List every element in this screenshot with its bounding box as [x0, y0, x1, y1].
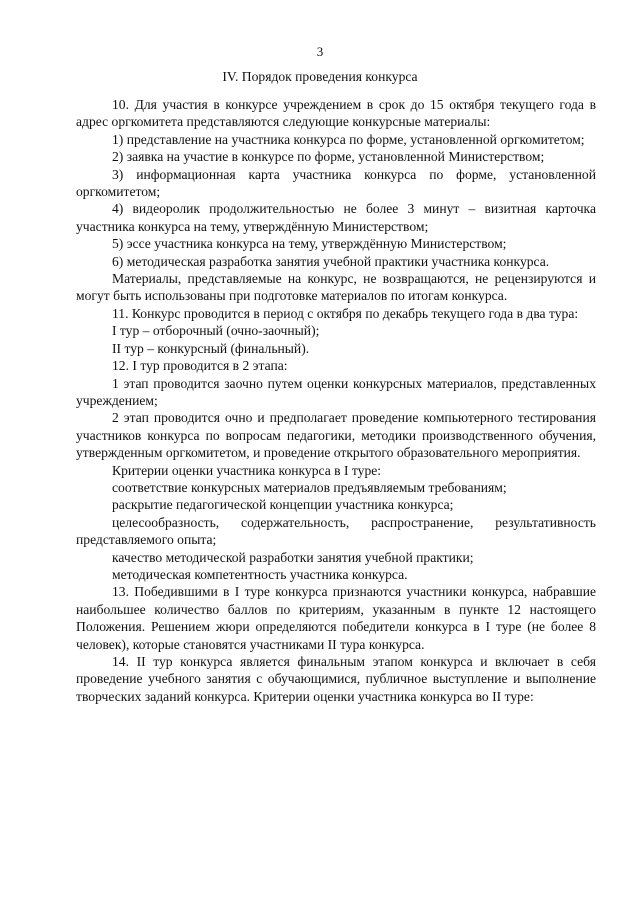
criteria-item-1: соответствие конкурсных материалов предъявляемым требованиям; [112, 479, 507, 495]
criteria-item-4: качество методической разработки занятия учебной практики; [112, 549, 474, 565]
paragraph-criteria-heading: Критерии оценки участника конкурса в I туре: [112, 462, 382, 478]
paragraph-materials-note: Материалы, представляемые на конкурс, не возвращаются, не рецензируются и могут быть использованы при подготовке материалов по итогам конкурса. [76, 271, 596, 304]
page-number: 3 [316, 44, 324, 59]
paragraph-10-item-4: 4) видеоролик продолжительностью не более 3 минут – визитная карточка участника конкурса на тему, утверждённую Министерством; [76, 201, 596, 234]
paragraph-12-stage-1: 1 этап проводится заочно путем оценки конкурсных материалов, представленных учреждением; [76, 375, 596, 408]
criteria-item-5: методическая компетентность участника конкурса. [112, 566, 408, 582]
criteria-item-3: целесообразность, содержательность, распространение, результативность представляемого опыта; [76, 514, 596, 548]
paragraph-14: 14. II тур конкурса является финальным этапом конкурса и включает в себя проведение учебного занятия с обучающимися, публичное выступление и выполнение творческих заданий конкурса. Критерии оценки участника конкурса во II туре: [76, 654, 596, 704]
paragraph-11: 11. Конкурс проводится в период с октября по декабрь текущего года в два тура: [112, 305, 579, 321]
paragraph-10: 10. Для участия в конкурсе учреждением в срок до 15 октября текущего года в адрес оргкомитета представляются следующие конкурсные материалы: [76, 97, 596, 130]
paragraph-10-item-2: 2) заявка на участие в конкурсе по форме, установленной Министерством; [112, 149, 545, 165]
paragraph-10-item-1: 1) представление на участника конкурса по форме, установленной оргкомитетом; [112, 131, 585, 147]
criteria-item-2: раскрытие педагогической концепции участника конкурса; [112, 497, 454, 513]
paragraph-11-tour-2: II тур – конкурсный (финальный). [112, 340, 310, 356]
document-body [76, 96, 596, 705]
paragraph-11-tour-1: I тур – отборочный (очно-заочный); [112, 323, 320, 339]
paragraph-10-item-6: 6) методическая разработка занятия учебной практики участника конкурса. [112, 253, 550, 269]
paragraph-13: 13. Победившими в I туре конкурса признаются участники конкурса, набравшие наибольшее количество баллов по критериям, указанным в пункте 12 настоящего Положения. Решением жюри определяются победители конкурса в I туре (не более 8 человек), которые становятся участниками II тура конкурса. [76, 584, 596, 652]
section-title: IV. Порядок проведения конкурса [222, 69, 418, 84]
paragraph-10-item-3: 3) информационная карта участника конкурса по форме, установленной оргкомитетом; [76, 166, 596, 200]
paragraph-12-stage-2: 2 этап проводится очно и предполагает проведение компьютерного тестирования участников конкурса по вопросам педагогики, методики производственного обучения, утвержденным оргкомитетом, и проведение открытого образовательного мероприятия. [76, 410, 596, 461]
paragraph-10-item-5: 5) эссе участника конкурса на тему, утверждённую Министерством; [112, 236, 507, 252]
paragraph-12: 12. I тур проводится в 2 этапа: [112, 358, 288, 374]
